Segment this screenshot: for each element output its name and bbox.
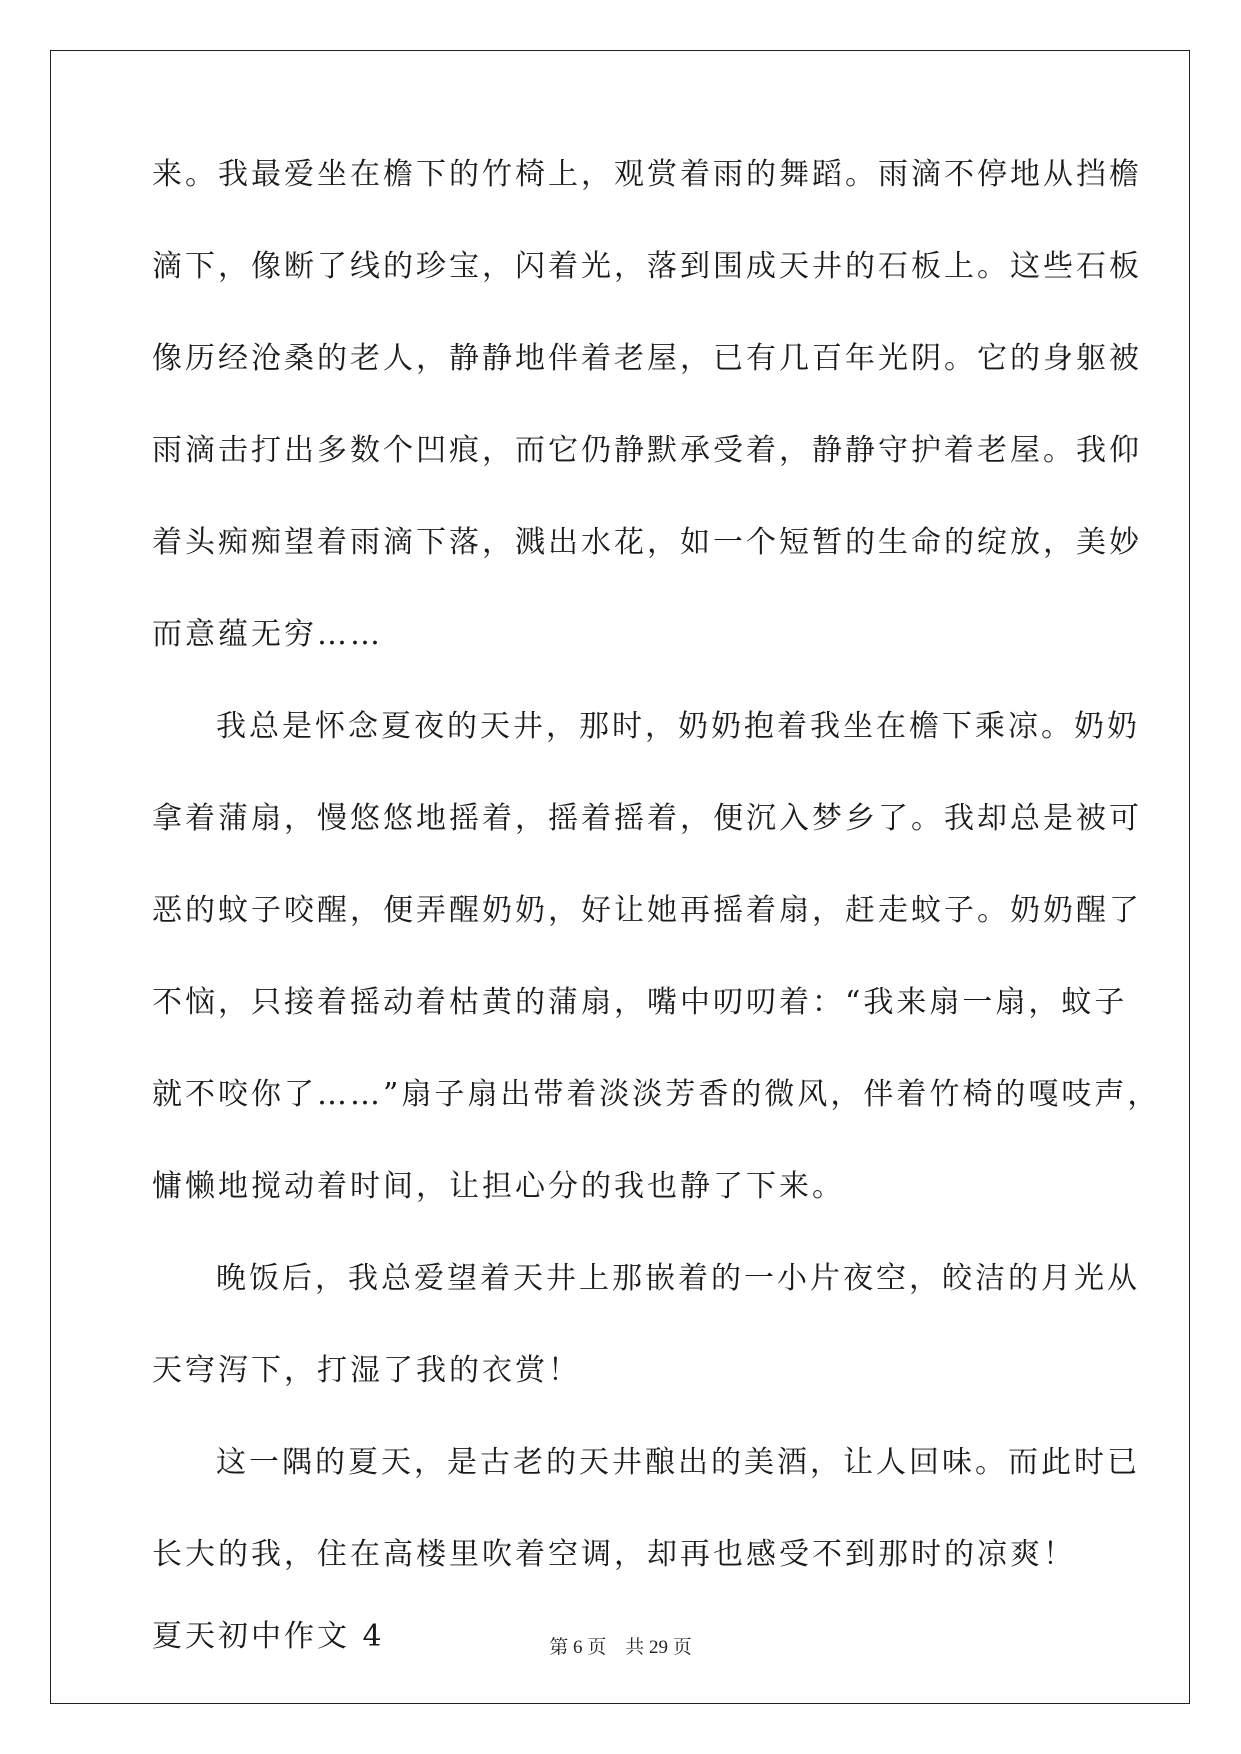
text-line: 雨滴击打出多数个凹痕，而它仍静默承受着，静静守护着老屋。我仰 (152, 433, 1142, 468)
text-line: 晚饭后，我总爱望着天井上那嵌着的一小片夜空，皎洁的月光从 (216, 1261, 1140, 1296)
page-total: 共 29 页 (625, 1637, 692, 1658)
text-line: 拿着蒲扇，慢悠悠地摇着，摇着摇着，便沉入梦乡了。我却总是被可 (152, 801, 1142, 836)
text-line: 滴下，像断了线的珍宝，闪着光，落到围成天井的石板上。这些石板 (152, 249, 1142, 284)
document-body (152, 157, 1161, 1714)
text-line: 我总是怀念夏夜的天井，那时，奶奶抱着我坐在檐下乘凉。奶奶 (216, 709, 1140, 744)
text-line: 就不咬你了……”扇子扇出带着淡淡芳香的微风，伴着竹椅的嘎吱声， (152, 1077, 1161, 1112)
text-line: 这一隅的夏天，是古老的天井酿出的美酒，让人回味。而此时已 (216, 1445, 1140, 1480)
text-line: 天穹泻下，打湿了我的衣赏！ (152, 1353, 581, 1388)
text-line: 长大的我，住在高楼里吹着空调，却再也感受不到那时的凉爽！ (152, 1537, 1076, 1572)
text-line: 着头痴痴望着雨滴下落，溅出水花，如一个短暂的生命的绽放，美妙 (152, 525, 1142, 560)
text-line: 来。我最爱坐在檐下的竹椅上，观赏着雨的舞蹈。雨滴不停地从挡檐 (152, 157, 1142, 192)
page-footer (0, 1632, 1241, 1659)
text-line: 像历经沧桑的老人，静静地伴着老屋，已有几百年光阴。它的身躯被 (152, 341, 1142, 376)
section-heading: 夏天初中作文 4 (152, 1619, 385, 1654)
text-line: 恶的蚊子咬醒，便弄醒奶奶，好让她再摇着扇，赶走蚊子。奶奶醒了 (152, 893, 1142, 928)
text-line: 而意蕴无穷…… (152, 617, 383, 652)
page-number: 第 6 页 (549, 1637, 607, 1658)
text-line: 慵懒地搅动着时间，让担心分的我也静了下来。 (152, 1169, 845, 1204)
text-line: 不恼，只接着摇动着枯黄的蒲扇，嘴中叨叨着：“我来扇一扇，蚊子 (152, 985, 1128, 1020)
